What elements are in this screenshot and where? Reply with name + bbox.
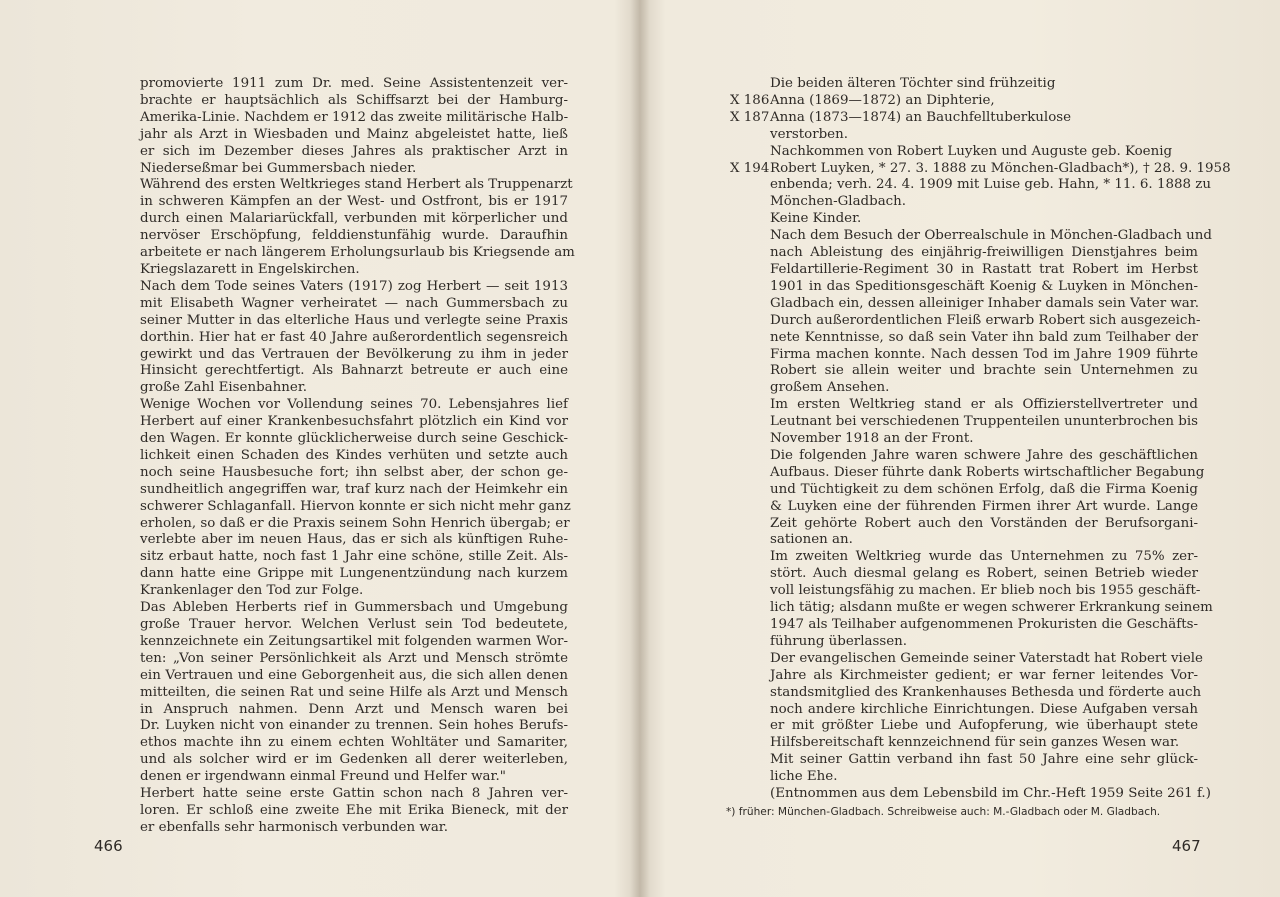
- text-line: loren. Er schloß eine zweite Ehe mit Erika Bieneck, mit der: [140, 802, 568, 818]
- text-line: große Trauer hervor. Welchen Verlust sein Tod bedeutete,: [140, 617, 568, 632]
- text-line: dorthin. Hier hat er fast 40 Jahre außerordentlich segensreich: [140, 329, 568, 345]
- genealogy-entry: [770, 211, 1198, 228]
- text-line: schwerer Schlaganfall. Hiervon konnte er sich nicht mehr ganz: [140, 498, 571, 514]
- text-line: durch einen Malariarückfall, verbunden mit körperlicher und: [140, 211, 568, 227]
- entry-text: Nachkommen von Robert Luyken und Auguste geb. Koenig: [770, 143, 1173, 159]
- text-line: gewirkt und das Vertrauen der Bevölkerung zu ihm in jeder: [140, 346, 568, 362]
- text-line: nach Ableistung des einjährig-freiwilligen Dienstjahres beim: [770, 245, 1198, 261]
- text-line: Herbert auf einer Krankenbesuchsfahrt plötzlich ein Kind vor: [140, 414, 568, 430]
- entry-text: Keine Kinder.: [770, 211, 862, 227]
- text-line: Hinsicht gerechtfertigt. Als Bahnarzt betreute er auch eine: [140, 363, 568, 379]
- text-line: den Wagen. Er konnte glücklicherweise durch seine Geschick-: [140, 431, 568, 447]
- genealogy-entry: [730, 109, 1198, 127]
- text-line: sationen an.: [770, 532, 853, 548]
- text-line: Niederseßmar bei Gummersbach nieder.: [140, 160, 417, 176]
- text-line: Der evangelischen Gemeinde seiner Vaterstadt hat Robert viele: [770, 650, 1203, 666]
- entry-number: X 194: [730, 160, 770, 176]
- genealogy-entry: [770, 76, 1198, 93]
- text-line: Mit seiner Gattin verband ihn fast 50 Jahre eine sehr glück-: [770, 752, 1198, 768]
- text-line: große Zahl Eisenbahner.: [140, 380, 308, 396]
- right-page-body: [730, 76, 1231, 803]
- text-line: noch seine Hausbesuche fort; ihn selbst aber, der schon ge-: [140, 464, 568, 480]
- text-line: Nach dem Besuch der Oberrealschule in Mönchen-Gladbach und: [770, 228, 1212, 244]
- text-line: Durch außerordentlichen Fleiß erwarb Robert sich ausgezeich-: [770, 312, 1201, 328]
- text-line: Herbert hatte seine erste Gattin schon nach 8 Jahren ver-: [140, 786, 568, 802]
- text-line: Firma machen konnte. Nach dessen Tod im Jahre 1909 führte: [770, 346, 1198, 362]
- entry-text: enbenda; verh. 24. 4. 1909 mit Luise geb. Hahn, * 11. 6. 1888 zu: [770, 177, 1211, 193]
- text-line: sitz erbaut hatte, noch fast 1 Jahr eine schöne, stille Zeit. Als-: [140, 549, 568, 565]
- text-line: Krankenlager den Tod zur Folge.: [140, 583, 364, 599]
- text-line: jahr als Arzt in Wiesbaden und Mainz abgeleistet hatte, ließ: [140, 126, 568, 142]
- genealogy-entry: [730, 92, 1198, 110]
- text-line: Während des ersten Weltkrieges stand Herbert als Truppenarzt: [140, 177, 573, 193]
- text-line: (Entnommen aus dem Lebensbild im Chr.-Heft 1959 Seite 261 f.): [770, 786, 1211, 802]
- text-line: verlebte aber im neuen Haus, das er sich als künftigen Ruhe-: [140, 532, 568, 548]
- text-line: kennzeichnete ein Zeitungsartikel mit folgenden warmen Wor-: [140, 633, 568, 649]
- text-line: und Tüchtigkeit zu dem schönen Erfolg, daß die Firma Koenig: [770, 481, 1198, 497]
- left-page-body: [140, 76, 575, 837]
- text-line: ein Vertrauen und eine Geborgenheit aus, die sich allen denen: [140, 667, 568, 683]
- entry-text: Robert Luyken, * 27. 3. 1888 zu Mönchen-Gladbach*), † 28. 9. 1958: [770, 160, 1231, 176]
- text-line: Robert sie allein weiter und brachte sein Unternehmen zu: [770, 363, 1198, 379]
- text-line: mit Elisabeth Wagner verheiratet — nach Gummersbach zu: [140, 295, 568, 311]
- text-line: Zeit gehörte Robert auch den Vorständen der Berufsorgani-: [770, 515, 1198, 531]
- genealogy-entry: [730, 160, 1231, 178]
- text-line: voll leistungsfähig zu machen. Er blieb noch bis 1955 geschäft-: [770, 583, 1201, 599]
- text-line: Hilfsbereitschaft kennzeichnend für sein ganzes Wesen war.: [770, 735, 1180, 751]
- entry-text: verstorben.: [770, 126, 848, 142]
- right-page: [640, 0, 1280, 897]
- text-line: Amerika-Linie. Nachdem er 1912 das zweite militärische Halb-: [140, 109, 569, 125]
- right-page-number: 467: [1172, 837, 1201, 855]
- text-line: standsmitglied des Krankenhauses Bethesda und förderte auch: [770, 684, 1202, 700]
- text-line: & Luyken eine der führenden Firmen ihrer Art wurde. Lange: [770, 498, 1198, 514]
- text-line: noch andere kirchliche Einrichtungen. Diese Aufgaben versah: [770, 701, 1198, 717]
- text-line: liche Ehe.: [770, 769, 838, 785]
- text-line: 1947 als Teilhaber aufgenommenen Prokuristen die Geschäfts-: [770, 617, 1198, 632]
- text-line: denen er irgendwann einmal Freund und Helfer war.": [140, 769, 506, 785]
- left-page-number: 466: [94, 837, 123, 855]
- text-line: Kriegslazarett in Engelskirchen.: [140, 261, 360, 277]
- text-line: Jahre als Kirchmeister gedient; er war ferner leitendes Vor-: [770, 667, 1198, 683]
- text-line: brachte er hauptsächlich als Schiffsarzt bei der Hamburg-: [140, 92, 568, 108]
- text-line: seiner Mutter in das elterliche Haus und verlegte seine Praxis: [140, 312, 568, 328]
- text-line: er ebenfalls sehr harmonisch verbunden war.: [140, 819, 448, 835]
- genealogy-entry: [770, 194, 1198, 211]
- text-line: stört. Auch diesmal gelang es Robert, seinen Betrieb wieder: [770, 566, 1198, 582]
- text-line: er mit größter Liebe und Aufopferung, wie überhaupt stete: [770, 718, 1198, 734]
- text-line: Im zweiten Weltkrieg wurde das Unternehmen zu 75% zer-: [770, 549, 1198, 565]
- text-line: Im ersten Weltkrieg stand er als Offizierstellvertreter und: [770, 397, 1198, 413]
- text-line: großem Ansehen.: [770, 380, 890, 396]
- text-line: nete Kenntnisse, so daß sein Vater ihn bald zum Teilhaber der: [770, 329, 1198, 345]
- text-line: ethos machte ihn zu einem echten Wohltäter und Samariter,: [140, 735, 568, 751]
- text-line: führung überlassen.: [770, 633, 908, 649]
- entry-number: X 186: [730, 92, 770, 108]
- text-line: und als solcher wird er im Gedenken all derer weiterleben,: [140, 752, 568, 768]
- text-line: arbeitete er nach längerem Erholungsurlaub bis Kriegsende am: [140, 245, 575, 261]
- text-line: promovierte 1911 zum Dr. med. Seine Assistentenzeit ver-: [140, 76, 568, 91]
- text-line: dann hatte eine Grippe mit Lungenentzündung nach kurzem: [140, 566, 568, 582]
- text-line: lich tätig; alsdann mußte er wegen schwerer Erkrankung seinem: [770, 600, 1213, 616]
- text-line: er sich im Dezember dieses Jahres als praktischer Arzt in: [140, 143, 568, 159]
- text-line: ten: „Von seiner Persönlichkeit als Arzt und Mensch strömte: [140, 650, 568, 666]
- footnote: *) früher: München-Gladbach. Schreibweise auch: M.-Gladbach oder M. Gladbach.: [726, 806, 1161, 818]
- entry-text: Anna (1869—1872) an Diphterie,: [770, 92, 995, 108]
- entry-text: Anna (1873—1874) an Bauchfelltuberkulose: [770, 109, 1072, 125]
- text-line: Gladbach ein, dessen alleiniger Inhaber damals sein Vater war.: [770, 295, 1199, 311]
- text-line: Nach dem Tode seines Vaters (1917) zog Herbert — seit 1913: [140, 278, 568, 294]
- text-line: erholen, so daß er die Praxis seinem Sohn Henrich übergab; er: [140, 515, 570, 531]
- text-line: Aufbaus. Dieser führte dank Roberts wirtschaftlicher Begabung: [770, 464, 1205, 480]
- genealogy-entry: [770, 127, 1198, 144]
- entry-text: Mönchen-Gladbach.: [770, 194, 907, 210]
- text-line: nervöser Erschöpfung, felddienstunfähig wurde. Daraufhin: [140, 228, 568, 244]
- entry-number: X 187: [730, 109, 770, 125]
- text-line: Das Ableben Herberts rief in Gummersbach und Umgebung: [140, 600, 568, 616]
- entry-text: Die beiden älteren Töchter sind frühzeitig: [770, 76, 1056, 91]
- text-line: sundheitlich angegriffen war, traf kurz nach der Heimkehr ein: [140, 481, 568, 497]
- text-line: November 1918 an der Front.: [770, 431, 974, 447]
- text-line: in Anspruch nahmen. Denn Arzt und Mensch waren bei: [140, 701, 568, 717]
- text-line: Dr. Luyken nicht von einander zu trennen. Sein hohes Berufs-: [140, 718, 568, 734]
- text-line: Feldartillerie-Regiment 30 in Rastatt trat Robert im Herbst: [770, 261, 1198, 277]
- text-line: lichkeit einen Schaden des Kindes verhüten und setzte auch: [140, 447, 568, 463]
- text-line: Wenige Wochen vor Vollendung seines 70. Lebensjahres lief: [140, 397, 568, 413]
- text-line: mitteilten, die seinen Rat und seine Hilfe als Arzt und Mensch: [140, 684, 568, 700]
- text-line: in schweren Kämpfen an der West- und Ostfront, bis er 1917: [140, 194, 568, 210]
- genealogy-entry: [770, 177, 1211, 194]
- genealogy-entry: [770, 144, 1198, 161]
- text-line: Leutnant bei verschiedenen Truppenteilen ununterbrochen bis: [770, 414, 1198, 430]
- text-line: Die folgenden Jahre waren schwere Jahre des geschäftlichen: [770, 447, 1198, 463]
- text-line: 1901 in das Speditionsgeschäft Koenig & Luyken in Mönchen-: [770, 278, 1198, 294]
